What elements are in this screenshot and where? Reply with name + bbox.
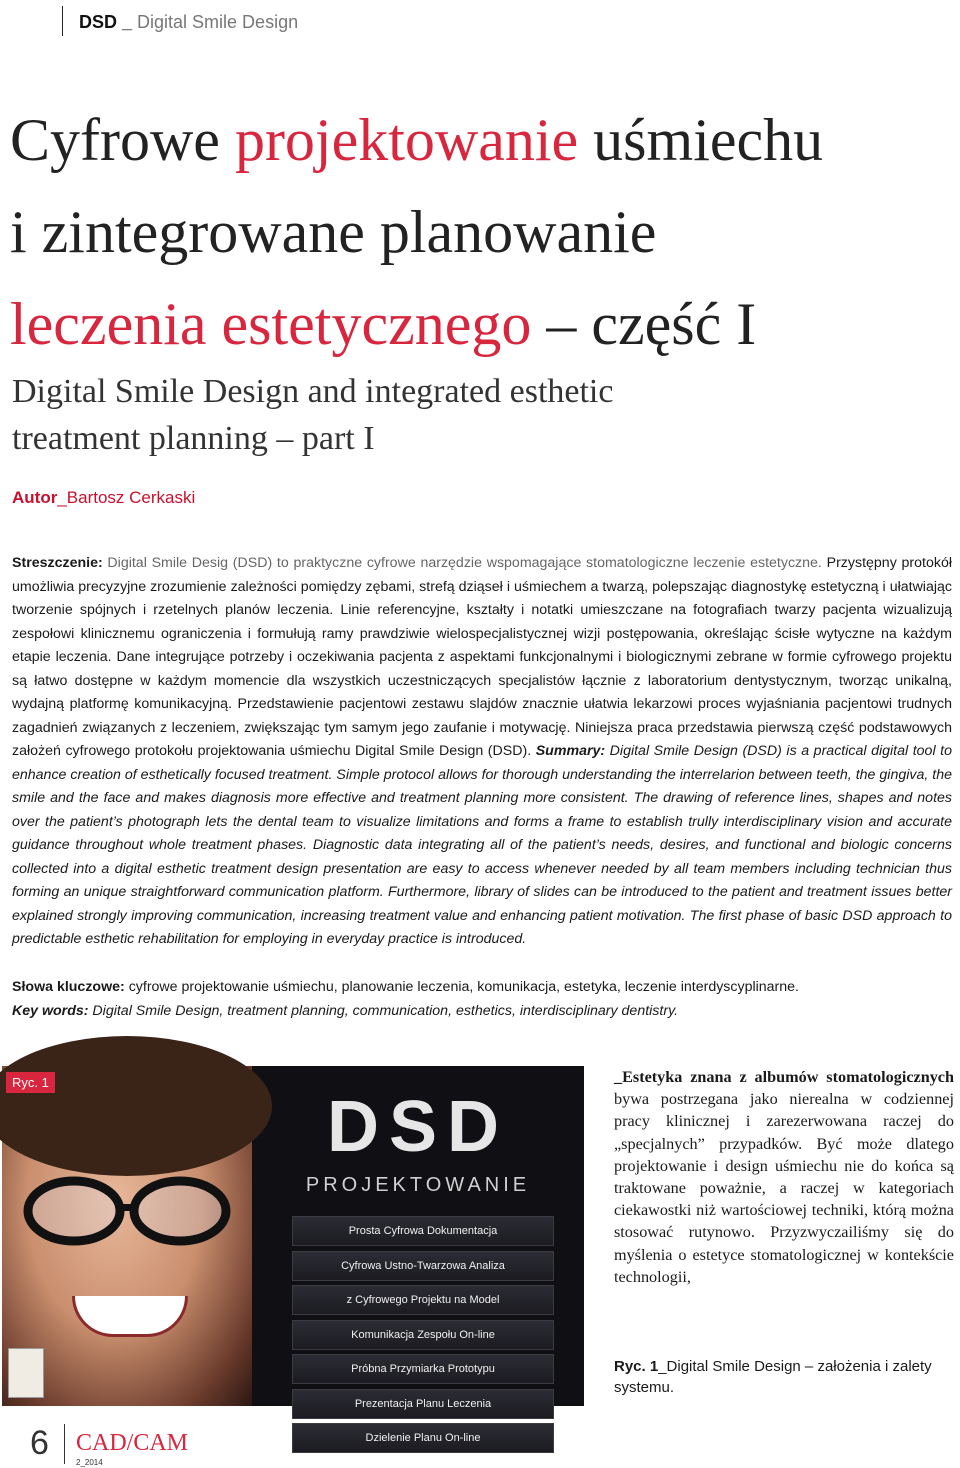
header-section: DSD _ bbox=[79, 12, 133, 32]
dsd-logo-subtitle: PROJEKTOWANIE bbox=[305, 1174, 531, 1196]
figure-menu-item: Komunikacja Zespołu On-line bbox=[292, 1320, 554, 1350]
author-label: Autor bbox=[12, 488, 58, 507]
subtitle-line: Digital Smile Design and integrated esthetic bbox=[12, 373, 614, 410]
figure-tag: Ryc. 1 bbox=[6, 1072, 55, 1093]
caption-label: Ryc. 1 bbox=[614, 1358, 659, 1375]
header-title: Digital Smile Design bbox=[137, 12, 299, 32]
title-accent: leczenia estetycznego bbox=[10, 291, 532, 357]
article-title bbox=[10, 94, 950, 370]
issue-number: 2_2014 bbox=[76, 1458, 103, 1467]
figure-menu-item: z Cyfrowego Projektu na Model bbox=[292, 1285, 554, 1315]
stamp-icon bbox=[8, 1348, 44, 1398]
keywords-en-label: Key words: bbox=[12, 1002, 89, 1019]
keywords-pl-label: Słowa kluczowe: bbox=[12, 979, 125, 995]
title-accent: projektowanie bbox=[234, 107, 579, 173]
abstract bbox=[12, 552, 952, 952]
figure-menu-item: Prezentacja Planu Leczenia bbox=[292, 1389, 554, 1419]
hair-shape bbox=[0, 1036, 272, 1176]
title-part: i zintegrowane planowanie bbox=[10, 199, 657, 265]
title-part: – część I bbox=[531, 291, 757, 357]
keywords-pl-text: cyfrowe projektowanie uśmiechu, planowanie leczenia, komunikacja, estetyka, leczenie interdyscyplinarne. bbox=[124, 979, 800, 995]
dsd-logo: DSD bbox=[326, 1087, 509, 1167]
body-column bbox=[614, 1066, 954, 1288]
author-line bbox=[12, 488, 195, 508]
article-subtitle bbox=[12, 368, 912, 462]
figure-menu-item: Dzielenie Planu On-line bbox=[292, 1423, 554, 1453]
figure-menu bbox=[292, 1216, 554, 1458]
running-header bbox=[62, 6, 298, 36]
page-number: 6 bbox=[30, 1424, 49, 1462]
portrait-photo bbox=[2, 1066, 252, 1406]
keywords-english bbox=[12, 1000, 952, 1024]
smile-shape bbox=[72, 1296, 188, 1337]
abstract-english bbox=[12, 743, 952, 947]
magazine-name: CAD/CAM bbox=[76, 1430, 189, 1456]
abstract-en-label: Summary: bbox=[535, 743, 606, 759]
abstract-polish bbox=[12, 555, 952, 759]
abstract-en-text: Digital Smile Design (DSD) is a practical digital tool to enhance creation of esthetically focused treatment. Simple protocol allows for thorough understanding the interrelarion between teeth, the gingiva, the smile and the face and makes diagnosis more effective and treatment planning more consistent. The drawing of reference lines, shapes and notes over the patient’s photograph lets the dental team to visualize limitations and forms a frame to establish trully interdisciplinary vision and accurate guidance throughout whole treatment phases. Diagnostic data integrating all of the patient’s needs, desires, and functional and biologic concerns collected into a digital esthetic treatment design presentation are easy to access whenever needed by all team members including technician thus forming an unique straightforward communication platform. Furthermore, library of slides can be introduced to the patient and treatment issues better explained strongly improving communication, increasing treatment value and enhancing patient motivation. The first phase of basic DSD approach to predictable esthetic rehabilitation for employing in everyday practice is introduced. bbox=[12, 743, 952, 947]
figure-menu-item: Cyfrowa Ustno-Twarzowa Analiza bbox=[292, 1251, 554, 1281]
caption-text: _Digital Smile Design – założenia i zalety systemu. bbox=[614, 1358, 932, 1396]
keywords bbox=[12, 976, 952, 1023]
footer-divider bbox=[64, 1424, 65, 1464]
figure-menu-item: Prosta Cyfrowa Dokumentacja bbox=[292, 1216, 554, 1246]
title-part: uśmiechu bbox=[578, 107, 824, 173]
author-name: _Bartosz Cerkaski bbox=[57, 488, 196, 507]
body-lead: _Estetyka znana z albumów stomatologicznych bbox=[614, 1068, 954, 1086]
abstract-pl-label: Streszczenie: bbox=[12, 555, 103, 571]
glasses-icon bbox=[22, 1176, 232, 1246]
abstract-pl-text: Digital Smile Desig (DSD) to praktyczne cyfrowe narzędzie wspomagające stomatologiczne leczenie estetyczne. bbox=[102, 555, 822, 571]
keywords-polish bbox=[12, 976, 952, 1000]
body-text: bywa postrzegana jako nierealna w codziennej pracy klinicznej i zarezerwowana raczej do „specjalnych” przypadków. Być może dlatego projektowanie i design uśmiechu nie do końca są traktowane poważnie, a raczej w kategoriach ciekawostki niż wartościowej techniki, którą można stosować rutynowo. Przyzwyczailiśmy się do myślenia o estetyce stomatologicznej w kontekście technologii, bbox=[614, 1090, 954, 1286]
keywords-en-text: Digital Smile Design, treatment planning, communication, esthetics, interdisciplinary dentistry. bbox=[88, 1002, 679, 1019]
subtitle-line: treatment planning – part I bbox=[12, 420, 375, 457]
figure-menu-item: Próbna Przymiarka Prototypu bbox=[292, 1354, 554, 1384]
figure-caption bbox=[614, 1356, 954, 1398]
abstract-pl-text: Przystępny protokół umożliwia precyzyjne zrozumienie zależności pomiędzy zębami, strefą dziąseł i uśmiechem a twarzą, polepszając diagnostykę estetyczną i ułatwiając tworzenie spójnych i rzetelnych planów leczenia. Linie referencyjne, kształty i notatki umieszczane na fotografiach twarzy pacjenta wizualizują zespołowi klinicznemu ograniczenia i formułują ramy prawdziwie wielospecjalistycznej wizji postępowania, określając ścisłe wytyczne na każdym etapie leczenia. Dane integrujące potrzeby i oczekiwania pacjenta z aspektami funkcjonalnymi i biologicznymi zebrane w formie cyfrowego projektu są łatwo dostępne w każdym momencie dla wszystkich uczestniczących specjalistów łącznie z laboratorium dentystycznym, tworząc unikalną, wydajną platformę komunikacyjną. Przedstawienie pacjentowi zestawu slajdów znacznie ułatwia lekarzowi proces wyjaśniania pacjentowi trudnych zagadnień związanych z leczeniem, zwiększając tym samym jego zaufanie i motywację. Niniejsza praca przedstawia pierwszą część podstawowych założeń cyfrowego protokołu projektowania uśmiechu Digital Smile Design (DSD). bbox=[12, 555, 952, 759]
title-part: Cyfrowe bbox=[10, 107, 235, 173]
